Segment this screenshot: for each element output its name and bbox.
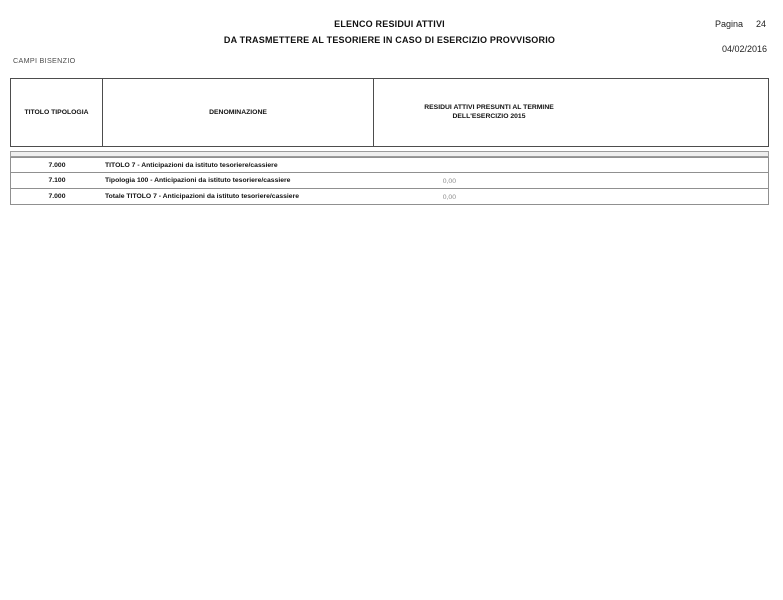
- column-header-denominazione: DENOMINAZIONE: [103, 79, 374, 146]
- report-date: 04/02/2016: [722, 44, 768, 54]
- page-number-block: [715, 19, 766, 29]
- row-denominazione: TITOLO 7 - Anticipazioni da istituto tesoriere/cassiere: [105, 161, 278, 169]
- row-denominazione: Tipologia 100 - Anticipazioni da istituto tesoriere/cassiere: [105, 177, 291, 184]
- page-number-value: 24: [756, 19, 767, 29]
- table-row: [10, 173, 769, 189]
- table-body: [10, 157, 769, 205]
- page-title: ELENCO RESIDUI ATTIVI: [334, 19, 445, 29]
- column-header-residui-line1: RESIDUI ATTIVI PRESUNTI AL TERMINE: [424, 103, 554, 111]
- column-header-titolo-tipologia: TITOLO TIPOLOGIA: [11, 79, 103, 146]
- table-header: [10, 78, 769, 147]
- row-denominazione: Totale TITOLO 7 - Anticipazioni da istituto tesoriere/cassiere: [105, 193, 300, 200]
- row-code: 7.000: [48, 193, 66, 200]
- table-row: [10, 189, 769, 205]
- row-residui-value: 0,00: [442, 177, 456, 185]
- row-code: 7.100: [48, 177, 66, 184]
- row-residui-value: [374, 158, 456, 174]
- column-header-residui-text: [374, 104, 604, 122]
- table-row: [10, 157, 769, 173]
- page-number-label: Pagina: [715, 19, 744, 29]
- column-header-residui: [374, 79, 768, 146]
- entity-name: CAMPI BISENZIO: [13, 56, 76, 65]
- row-code: 7.000: [48, 161, 66, 169]
- column-header-residui-line2: DELL'ESERCIZIO 2015: [452, 112, 526, 120]
- row-residui-value: 0,00: [442, 193, 456, 201]
- page-subtitle: DA TRASMETTERE AL TESORIERE IN CASO DI ESERCIZIO PROVVISORIO: [223, 35, 556, 45]
